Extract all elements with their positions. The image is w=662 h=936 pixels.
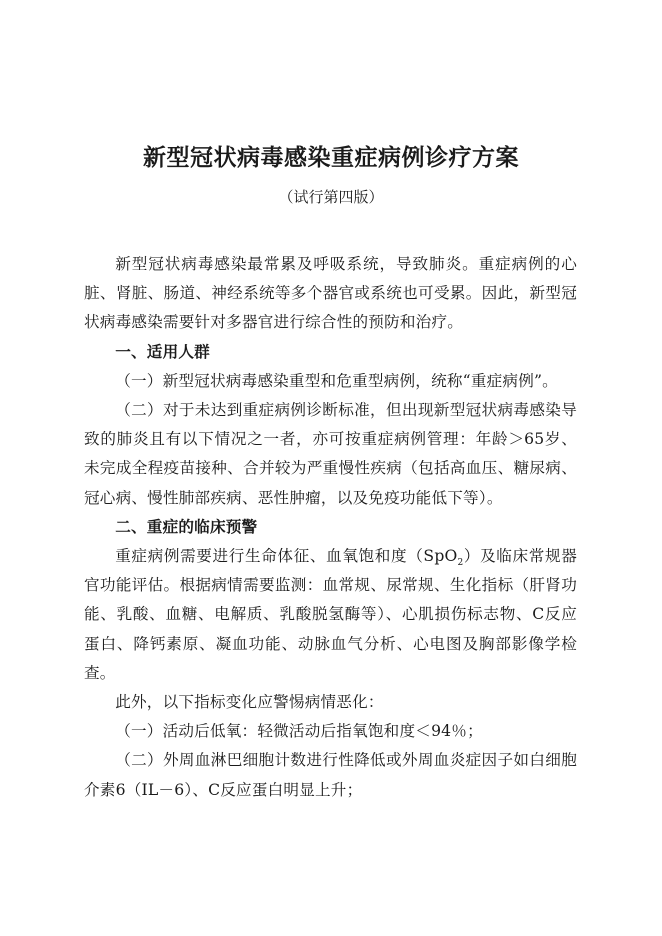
- section1-item-1: （一）新型冠状病毒感染重型和危重型病例，统称“重症病例”。: [115, 371, 558, 390]
- intro-paragraph: 新型冠状病毒感染最常累及呼吸系统，导致肺炎。重症病例的心脏、肾脏、肠道、神经系统等多个器官或系统也可受累。因此，新型冠状病毒感染需要针对多器官进行综合性的预防和治疗。: [84, 255, 577, 332]
- section1-item-2: （二）对于未达到重症病例诊断标准，但出现新型冠状病毒感染导致的肺炎且有以下情况之一者，亦可按重症病例管理：年龄＞65岁、未完成全程疫苗接种、合并较为严重慢性疾病（包括高血压、糖尿病、冠心病、慢性肺部疾病、恶性肿瘤，以及免疫功能低下等）。: [84, 401, 577, 507]
- section2-paragraph-1-part-b: ）及临床常规器官功能评估。根据病情需要监测：血常规、尿常规、生化指标（肝肾功能、乳酸、血糖、电解质、乳酸脱氢酶等）、心肌损伤标志物、C反应蛋白、降钙素原、凝血功能、动脉血气分析、心电图及胸部影像学检查。: [84, 547, 577, 682]
- section2-item-2: （二）外周血淋巴细胞计数进行性降低或外周血炎症因子如白细胞介素6（IL－6）、C反应蛋白明显上升；: [84, 751, 577, 799]
- section2-paragraph-1: [84, 542, 577, 688]
- document-title: 新型冠状病毒感染重症病例诊疗方案: [143, 144, 519, 171]
- document-subtitle: （试行第四版）: [278, 188, 384, 206]
- section2-paragraph-2: 此外，以下指标变化应警惕病情恶化：: [115, 693, 384, 712]
- section-heading-clinical-warning: 二、重症的临床预警: [115, 517, 258, 536]
- section-heading-applicable-population: 一、适用人群: [115, 342, 210, 361]
- section2-item-1: （一）活动后低氧：轻微活动后指氧饱和度＜94％；: [115, 722, 483, 741]
- document-body: [84, 250, 577, 805]
- section2-paragraph-1-part-a: 重症病例需要进行生命体征、血氧饱和度（SpO: [115, 547, 458, 566]
- spo2-subscript: 2: [457, 558, 464, 569]
